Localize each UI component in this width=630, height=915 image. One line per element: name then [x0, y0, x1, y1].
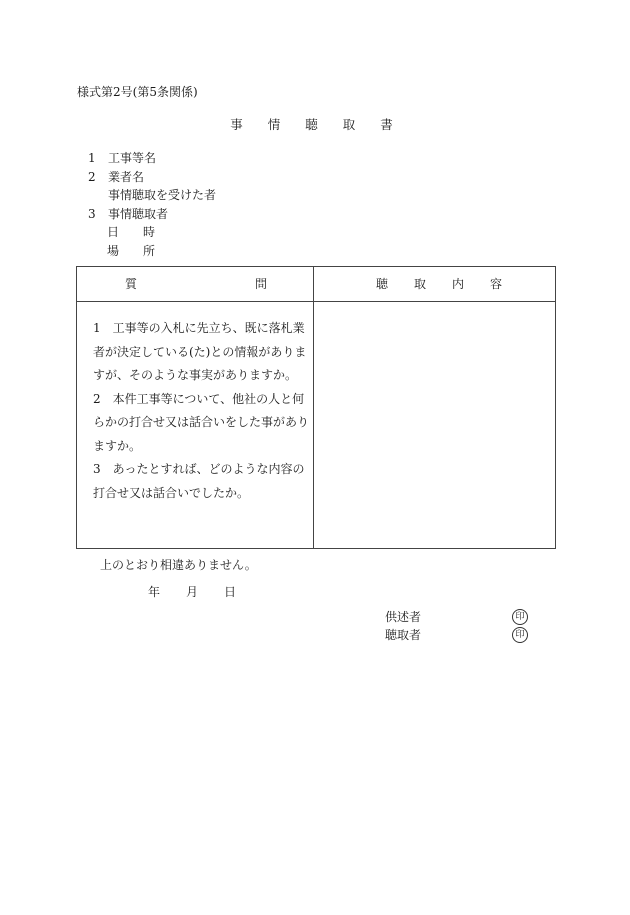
item-interviewee	[88, 189, 216, 201]
question-2: 2 本件工事等について、他社の人と何らかの打合せ又は話合いをした事がありますか。	[93, 391, 310, 453]
item-label: 業者名	[108, 170, 145, 184]
interview-table	[76, 266, 556, 549]
item-label: 事情聴取を受けた者	[108, 188, 217, 202]
item-company-name	[88, 171, 144, 183]
sub-item-date: 日時	[107, 225, 180, 239]
item-number: 2	[88, 170, 96, 184]
header-response: 聴取内容	[376, 277, 529, 291]
item-label: 工事等名	[108, 151, 157, 165]
item-project-name	[88, 152, 156, 164]
item-label: 事情聴取者	[108, 207, 169, 221]
question-1: 1 工事等の入札に先立ち、既に落札業者が決定している(た)との情報がありますが、そのような事実がありますか。	[93, 321, 307, 382]
item-interviewer	[88, 208, 168, 220]
deponent-label: 供述者	[385, 610, 422, 624]
header-question-1: 質	[125, 277, 138, 291]
header-question-2: 問	[255, 277, 268, 291]
sub-item-place: 場所	[107, 244, 180, 258]
item-number: 1	[88, 151, 96, 165]
seal-icon: 印	[512, 609, 528, 625]
item-number: 3	[88, 207, 96, 221]
seal-icon: 印	[512, 627, 528, 643]
table-header-divider	[77, 301, 555, 302]
question-3: 3 あったとすれば、どのような内容の打合せ又は話合いでしたか。	[93, 462, 305, 500]
form-id: 様式第2号(第5条関係)	[77, 85, 198, 99]
interviewer-label: 聴取者	[385, 628, 422, 642]
confirmation-statement: 上のとおり相違ありません。	[100, 558, 257, 572]
page-title: 事情聴取書	[230, 117, 418, 132]
date-line: 年月日	[148, 585, 263, 599]
table-column-divider	[313, 267, 314, 548]
question-list	[93, 317, 309, 505]
